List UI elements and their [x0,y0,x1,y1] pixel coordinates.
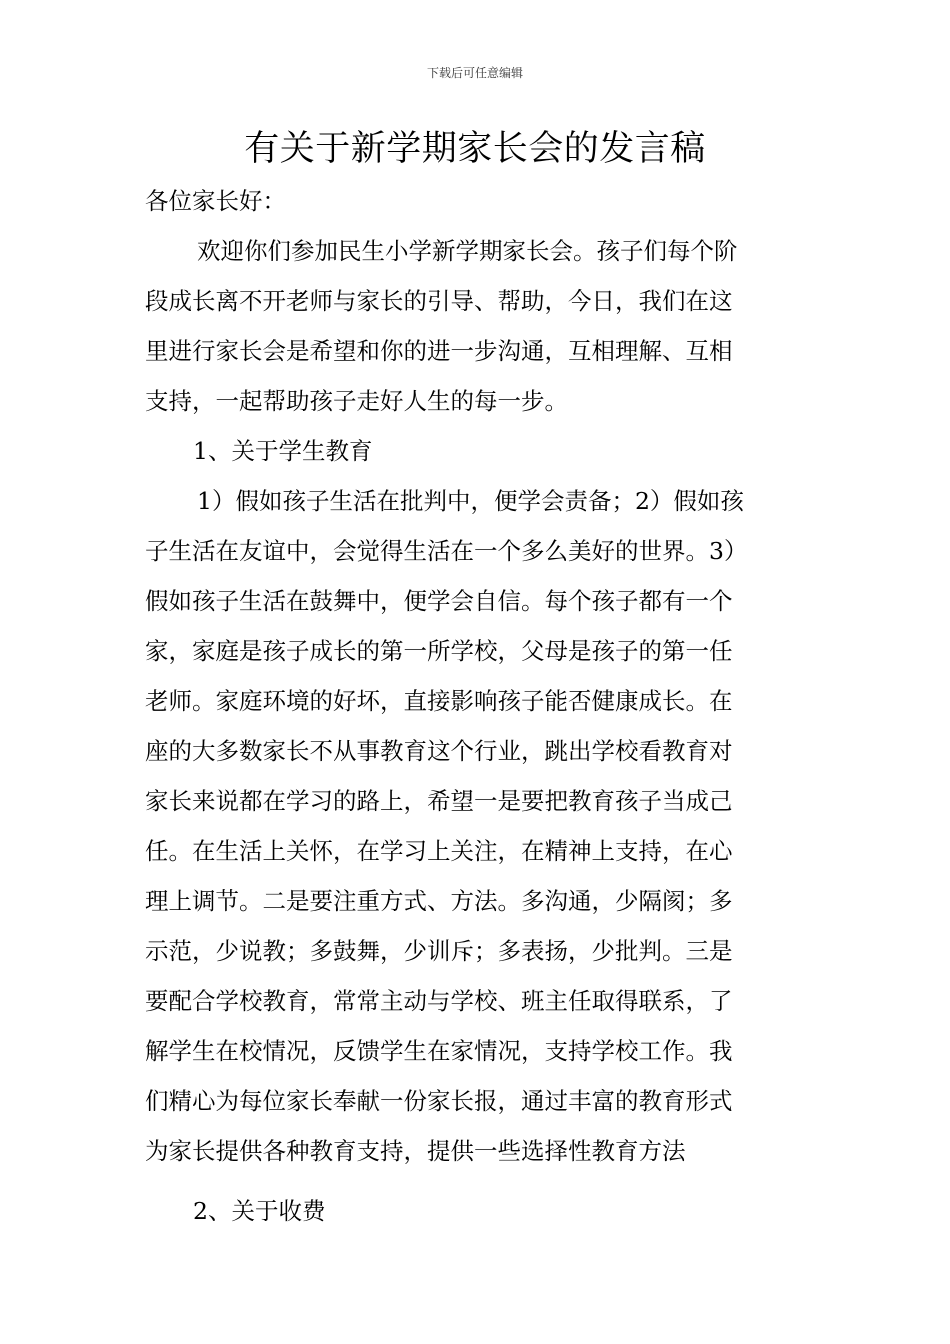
paragraph-line: 假如孩子生活在鼓舞中，便学会自信。每个孩子都有一个 [145,587,733,615]
paragraph-line: 为家长提供各种教育支持，提供一些选择性教育方法 [145,1137,686,1165]
paragraph-line: 支持，一起帮助孩子走好人生的每一步。 [145,387,568,415]
section-heading-2: 2、关于收费 [193,1197,326,1225]
greeting: 各位家长好： [145,187,286,215]
paragraph-line: 要配合学校教育，常常主动与学校、班主任取得联系，了 [145,987,733,1015]
header-note: 下载后可任意编辑 [426,66,523,80]
document-body [145,176,813,1236]
paragraph-line: 任。在生活上关怀，在学习上关注，在精神上支持，在心 [145,837,733,865]
paragraph-line: 1）假如孩子生活在批判中，便学会责备；2）假如孩 [197,487,744,515]
paragraph-line: 欢迎你们参加民生小学新学期家长会。孩子们每个阶 [197,237,738,265]
paragraph-line: 们精心为每位家长奉献一份家长报，通过丰富的教育形式 [145,1087,733,1115]
paragraph-line: 段成长离不开老师与家长的引导、帮助，今日，我们在这 [145,287,733,315]
paragraph-line: 示范，少说教；多鼓舞，少训斥；多表扬，少批判。三是 [145,937,733,965]
section1-paragraph [145,476,813,1176]
section-heading-1: 1、关于学生教育 [193,437,373,465]
document-title: 有关于新学期家长会的发言稿 [244,129,706,169]
paragraph-line: 里进行家长会是希望和你的进一步沟通，互相理解、互相 [145,337,733,365]
paragraph-spacer [145,1176,813,1186]
paragraph-line: 家长来说都在学习的路上，希望一是要把教育孩子当成己 [145,787,733,815]
paragraph-line: 解学生在校情况，反馈学生在家情况，支持学校工作。我 [145,1037,733,1065]
paragraph-line: 家，家庭是孩子成长的第一所学校，父母是孩子的第一任 [145,637,733,665]
paragraph-line: 子生活在友谊中，会觉得生活在一个多么美好的世界。3） [145,537,748,565]
paragraph-line: 理上调节。二是要注重方式、方法。多沟通，少隔阂；多 [145,887,733,915]
intro-paragraph [145,226,813,426]
paragraph-line: 座的大多数家长不从事教育这个行业，跳出学校看教育对 [145,737,733,765]
paragraph-line: 老师。家庭环境的好坏，直接影响孩子能否健康成长。在 [145,687,733,715]
